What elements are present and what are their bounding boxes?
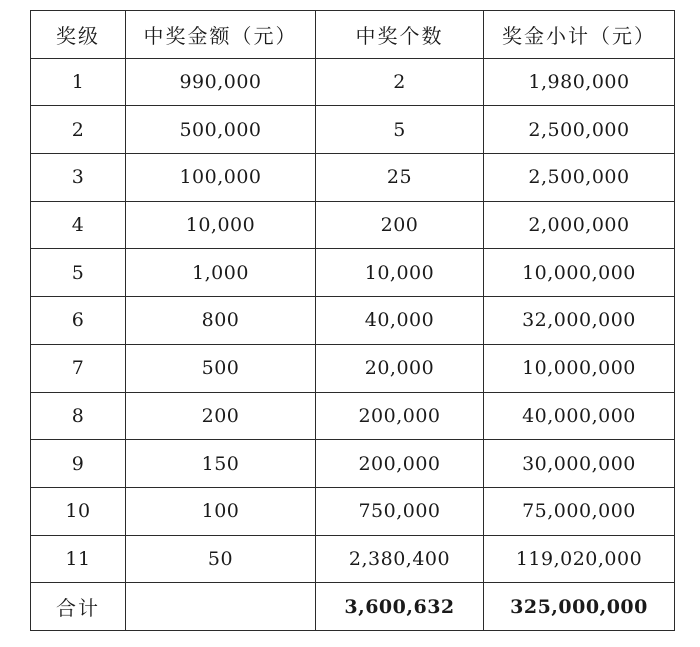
total-prize-subtotal: 325,000,000 bbox=[484, 583, 675, 631]
cell-prize-amount: 990,000 bbox=[126, 58, 316, 106]
header-row bbox=[31, 11, 675, 59]
total-label: 合计 bbox=[31, 583, 126, 631]
cell-prize-level: 6 bbox=[31, 297, 126, 345]
cell-prize-amount: 50 bbox=[126, 535, 316, 583]
cell-prize-subtotal: 2,000,000 bbox=[484, 201, 675, 249]
cell-prize-level: 1 bbox=[31, 58, 126, 106]
cell-prize-amount: 100,000 bbox=[126, 154, 316, 202]
cell-prize-subtotal: 40,000,000 bbox=[484, 392, 675, 440]
cell-winner-count: 200 bbox=[316, 201, 484, 249]
header-prize-subtotal: 奖金小计（元） bbox=[484, 11, 675, 59]
cell-prize-amount: 500 bbox=[126, 344, 316, 392]
cell-winner-count: 20,000 bbox=[316, 344, 484, 392]
cell-prize-level: 9 bbox=[31, 440, 126, 488]
cell-winner-count: 200,000 bbox=[316, 392, 484, 440]
cell-prize-level: 10 bbox=[31, 487, 126, 535]
cell-prize-amount: 150 bbox=[126, 440, 316, 488]
cell-prize-level: 3 bbox=[31, 154, 126, 202]
cell-prize-subtotal: 2,500,000 bbox=[484, 154, 675, 202]
cell-winner-count: 25 bbox=[316, 154, 484, 202]
total-row bbox=[31, 583, 675, 631]
cell-prize-level: 5 bbox=[31, 249, 126, 297]
cell-prize-level: 7 bbox=[31, 344, 126, 392]
cell-prize-subtotal: 2,500,000 bbox=[484, 106, 675, 154]
cell-prize-level: 8 bbox=[31, 392, 126, 440]
table-row bbox=[31, 201, 675, 249]
cell-prize-amount: 100 bbox=[126, 487, 316, 535]
cell-winner-count: 750,000 bbox=[316, 487, 484, 535]
table-row bbox=[31, 297, 675, 345]
cell-winner-count: 5 bbox=[316, 106, 484, 154]
table-row bbox=[31, 487, 675, 535]
cell-winner-count: 200,000 bbox=[316, 440, 484, 488]
cell-prize-subtotal: 30,000,000 bbox=[484, 440, 675, 488]
table-row bbox=[31, 58, 675, 106]
cell-prize-amount: 200 bbox=[126, 392, 316, 440]
cell-winner-count: 2,380,400 bbox=[316, 535, 484, 583]
cell-prize-subtotal: 119,020,000 bbox=[484, 535, 675, 583]
cell-prize-subtotal: 1,980,000 bbox=[484, 58, 675, 106]
cell-prize-level: 11 bbox=[31, 535, 126, 583]
header-prize-level: 奖级 bbox=[31, 11, 126, 59]
table-row bbox=[31, 106, 675, 154]
table-row bbox=[31, 392, 675, 440]
total-winner-count: 3,600,632 bbox=[316, 583, 484, 631]
cell-prize-amount: 10,000 bbox=[126, 201, 316, 249]
cell-prize-subtotal: 10,000,000 bbox=[484, 249, 675, 297]
cell-prize-subtotal: 10,000,000 bbox=[484, 344, 675, 392]
header-prize-amount: 中奖金额（元） bbox=[126, 11, 316, 59]
cell-prize-amount: 800 bbox=[126, 297, 316, 345]
cell-prize-amount: 1,000 bbox=[126, 249, 316, 297]
table-row bbox=[31, 249, 675, 297]
table-row bbox=[31, 154, 675, 202]
cell-prize-level: 2 bbox=[31, 106, 126, 154]
cell-prize-level: 4 bbox=[31, 201, 126, 249]
cell-winner-count: 40,000 bbox=[316, 297, 484, 345]
cell-prize-amount: 500,000 bbox=[126, 106, 316, 154]
cell-prize-subtotal: 32,000,000 bbox=[484, 297, 675, 345]
table-row bbox=[31, 440, 675, 488]
cell-prize-subtotal: 75,000,000 bbox=[484, 487, 675, 535]
cell-winner-count: 2 bbox=[316, 58, 484, 106]
cell-winner-count: 10,000 bbox=[316, 249, 484, 297]
table-row bbox=[31, 344, 675, 392]
prize-table bbox=[30, 10, 675, 631]
total-amount bbox=[126, 583, 316, 631]
table-row bbox=[31, 535, 675, 583]
header-winner-count: 中奖个数 bbox=[316, 11, 484, 59]
